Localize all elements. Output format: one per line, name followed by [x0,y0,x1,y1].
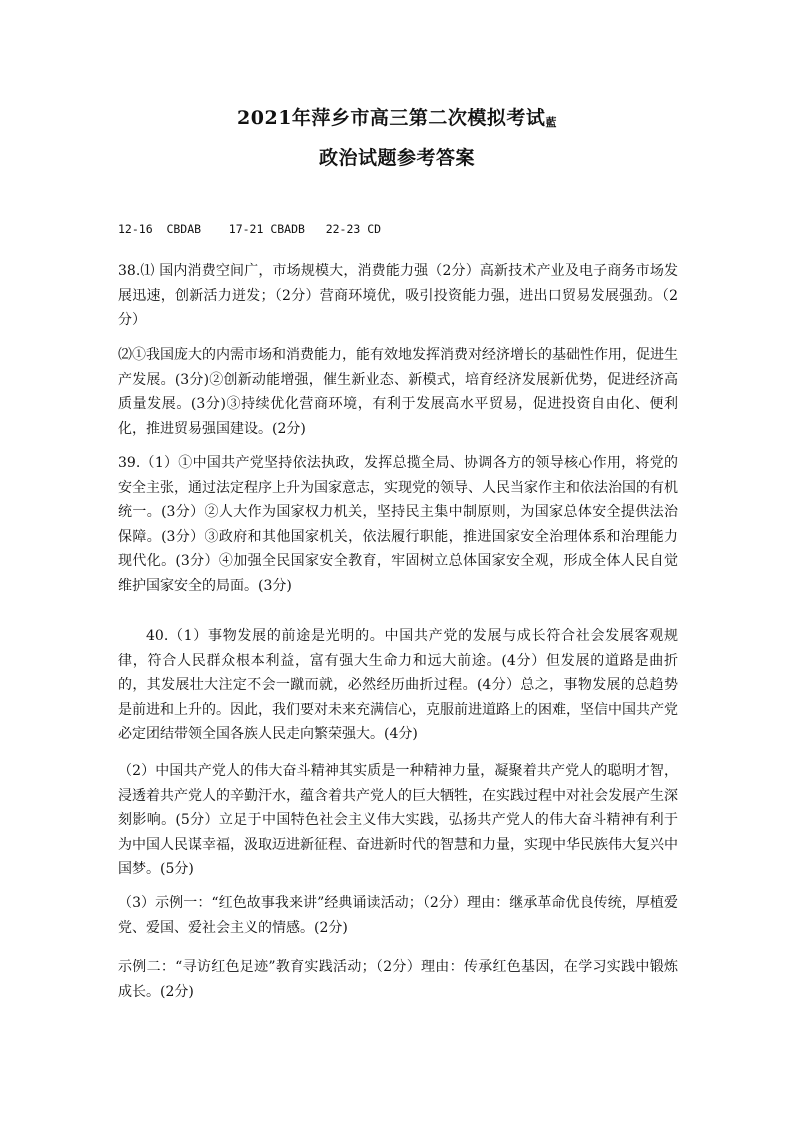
choice-answers: 12-16 CBDAB 17-21 CBADB 22-23 CD [118,222,382,236]
title-mark: 藍 [545,116,557,129]
page-subtitle: 政治试题参考答案 [318,147,475,169]
answer-40-part1: 40.（1）事物发展的前途是光明的。中国共产党的发展与成长符合社会发展客观规律，符合人民群众根本利益，富有强大生命力和远大前途。(4分）但发展的道路是曲折的，其发展壮大注定不会一蹴而就，必然经历曲折过程。(4分）总之，事物发展的总趋势是前进和上升的。因此，我们要对未来充满信心，克服前进道路上的困难，坚信中国共产党必定团结带领全国各族人民走向繁荣强大。(4分) [118,628,678,742]
answer-40-part3-example2: 示例二：“寻访红色足迹”教育实践活动；（2分）理由：传承红色基因，在学习实践中锻炼成长。(2分) [118,959,678,1000]
answer-38-part1: 38.⑴ 国内消费空间广，市场规模大，消费能力强（2分）高新技术产业及电子商务市场发展迅速，创新活力迸发；（2分）营商环境优，吸引投资能力强，进出口贸易发展强劲。（2分） [118,263,678,328]
answer-40-part3-example1: （3）示例一：“红色故事我来讲”经典诵读活动；（2分）理由：继承革命优良传统，厚植爱党、爱国、爱社会主义的情感。(2分) [118,895,678,936]
answer-38-part2: ⑵①我国庞大的内需市场和消费能力，能有效地发挥消费对经济增长的基础性作用，促进生产发展。(3分)②创新动能增强，催生新业态、新模式，培育经济发展新优势，促进经济高质量发展。(3分)③持续优化营商环境，有利于发展高水平贸易，促进投资自由化、便利化，推进贸易强国建设。(2分) [118,347,678,437]
answer-40-part2: （2）中国共产党人的伟大奋斗精神其实质是一种精神力量，凝聚着共产党人的聪明才智，浸透着共产党人的辛勤汗水，蕴含着共产党人的巨大牺牲，在实践过程中对社会发展产生深刻影响。(5分）立足于中国特色社会主义伟大实践，弘扬共产党人的伟大奋斗精神有利于为中国人民谋幸福，汲取迈进新征程、奋进新时代的智慧和力量，实现中华民族伟大复兴中国梦。(5分) [118,763,678,877]
page-title [0,103,794,130]
title-text: 2021年萍乡市高三第二次模拟考试 [237,107,546,129]
answer-39: 39.（1）①中国共产党坚持依法执政，发挥总揽全局、协调各方的领导核心作用，将党的安全主张，通过法定程序上升为国家意志，实现党的领导、人民当家作主和依法治国的有机统一。(3分）②人大作为国家权力机关，坚持民主集中制原则，为国家总体安全提供法治保障。(3分）③政府和其他国家机关，依法履行职能，推进国家安全治理体系和治理能力现代化。(3分）④加强全民国家安全教育，牢固树立总体国家安全观，形成全体人民自觉维护国家安全的局面。(3分) [118,455,678,594]
